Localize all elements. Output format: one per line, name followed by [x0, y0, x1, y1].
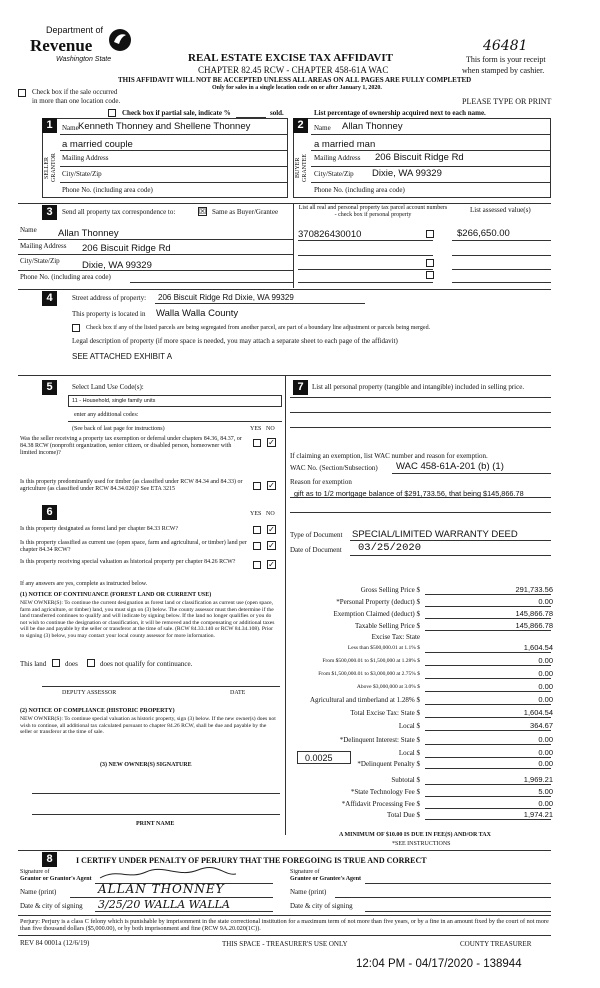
local-rate: 0.0025 — [305, 753, 333, 763]
s3-name-label: Name — [20, 226, 37, 234]
minimum-due-note: A MINIMUM OF $10.00 IS DUE IN FEE(S) AND/OR TAX — [339, 832, 491, 838]
parcel-3-personal-checkbox[interactable] — [426, 271, 434, 279]
grantor-signature-icon — [98, 866, 238, 882]
type-or-print: PLEASE TYPE OR PRINT — [462, 97, 552, 106]
section-2-number: 2 — [293, 118, 308, 133]
doc-date[interactable]: 03/25/2020 — [358, 542, 422, 554]
notice2-title: (2) NOTICE OF COMPLIANCE (HISTORIC PROPERTY) — [20, 708, 175, 714]
doc-type-label: Type of Document — [290, 531, 343, 539]
reason-label: Reason for exemption — [290, 478, 352, 486]
multi-location-checkbox[interactable] — [18, 89, 26, 97]
calc-label-16: *State Technology Fee $ — [350, 788, 420, 796]
calc-line-17 — [425, 808, 551, 809]
section-5-number: 5 — [42, 380, 57, 395]
grantee-sig-label-b: Grantee or Grantee's Agent — [290, 876, 362, 882]
calc-line-14 — [425, 768, 551, 769]
section-8-number: 8 — [42, 852, 57, 867]
buyer-phone-label: Phone No. (including area code) — [314, 186, 405, 194]
perjury-note: Perjury: Perjury is a class C felony which is punishable by imprisonment in the state correctional institution for a maximum term of not more than five years, or by a fine in an amount fixed by the court of not more than five thousand dollars ($5,000.00), or by both imprisonment and fine (RCW 9A.20.020(1C)). — [20, 918, 549, 933]
grantee-print-label: Name (print) — [290, 888, 327, 896]
s6-question-3: Is this property receiving special valuation as historical property per chapter 84.26 RCW? — [20, 559, 236, 565]
calc-value-11[interactable]: 364.67 — [530, 721, 553, 730]
buyer-status[interactable]: a married man — [314, 139, 376, 150]
calc-value-3[interactable]: 145,866.78 — [515, 621, 553, 630]
s5-q2-yes[interactable] — [253, 482, 261, 490]
s5-yes-header: YES — [250, 426, 262, 432]
revenue-logo — [18, 22, 133, 72]
treasurer-use-only: THIS SPACE - TREASURER'S USE ONLY — [222, 940, 348, 948]
legal-description[interactable]: SEE ATTACHED EXHIBIT A — [72, 352, 173, 361]
segregated-label: Check box if any of the listed parcels are being segregated from another parcel, are part of a boundary line adjustment or parcels being merged. — [86, 325, 431, 331]
seller-city-label: City/State/Zip — [62, 170, 102, 178]
s5-q2-no[interactable]: ✓ — [268, 481, 275, 490]
notice1-title: (1) NOTICE OF CONTINUANCE (FOREST LAND OR CURRENT USE) — [20, 592, 212, 598]
calc-line-11 — [425, 730, 551, 731]
legal-label: Legal description of property (if more space is needed, you may attach a separate sheet to each page of the affidavit) — [72, 337, 398, 345]
calc-label-11: Local $ — [398, 722, 420, 730]
calc-label-12: *Delinquent Interest: State $ — [339, 736, 420, 744]
seller-name[interactable]: Kenneth Thonney and Shellene Thonney — [78, 121, 251, 132]
land-use-code: 11 - Household, single family units — [72, 398, 156, 404]
new-owner-signature-label: (3) NEW OWNER(S) SIGNATURE — [100, 762, 192, 768]
s6-q3-yes[interactable] — [253, 561, 261, 569]
grantor-sig-label-b: Grantor or Grantor's Agent — [20, 876, 92, 882]
seller-side-label: SELLER GRANTOR — [44, 153, 57, 183]
calc-value-0[interactable]: 291,733.56 — [515, 585, 553, 594]
see-instructions-note: *SEE INSTRUCTIONS — [392, 841, 451, 847]
calc-line-18 — [425, 819, 551, 820]
land-does-not-checkbox[interactable] — [87, 659, 95, 667]
assessed-header: List assessed value(s) — [470, 206, 531, 214]
section-1-number: 1 — [42, 118, 57, 133]
calc-value-7[interactable]: 0.00 — [538, 669, 553, 678]
same-as-buyer-checkbox[interactable]: ☒ — [199, 207, 207, 216]
wac-label: WAC No. (Section/Subsection) — [290, 464, 378, 472]
calc-line-13 — [425, 757, 551, 758]
receipt-note-1: This form is your receipt — [466, 55, 546, 64]
land-does-label: does — [65, 660, 78, 668]
calc-value-15[interactable]: 1,969.21 — [523, 775, 553, 784]
s5-question-2: Is this property predominantly used for timber (as classified under RCW 84.34 and 84.33) or agriculture (as classified under RCW 84.34.020)? See ETA 3215 — [20, 479, 243, 492]
calc-value-9[interactable]: 0.00 — [538, 695, 553, 704]
s6-if-yes: If any answers are yes, complete as instructed below. — [20, 581, 148, 587]
see-back-note: (See back of last page for instructions) — [72, 426, 165, 432]
buyer-name-label: Name — [314, 124, 331, 132]
calc-line-5 — [425, 652, 551, 653]
personal-property-label: List all personal property (tangible and intangible) included in selling price. — [312, 383, 525, 391]
grantor-date-city[interactable]: 3/25/20 WALLA WALLA — [98, 898, 230, 911]
assessor-date-label: DATE — [230, 690, 246, 696]
grantee-sig-label-a: Signature of — [290, 869, 320, 875]
calc-label-0: Gross Selling Price $ — [360, 586, 420, 594]
s3-city-label: City/State/Zip — [20, 257, 60, 265]
grantor-print-name[interactable]: ALLAN THONNEY — [98, 882, 225, 896]
assessed-value[interactable]: $266,650.00 — [457, 228, 510, 239]
partial-sale-checkbox[interactable] — [108, 109, 116, 117]
section-6-number: 6 — [42, 505, 57, 520]
calc-label-6: From $500,000.01 to $1,500,000 at 1.28% $ — [322, 658, 420, 664]
located-label: This property is located in — [72, 310, 146, 318]
receipt-note-2: when stamped by cashier. — [462, 66, 545, 75]
calc-label-9: Agricultural and timberland at 1.28% $ — [309, 696, 420, 704]
handwritten-number: 46481 — [483, 38, 528, 54]
same-as-buyer-label: Same as Buyer/Grantee — [212, 208, 279, 216]
calc-label-13: Local $ — [398, 749, 420, 757]
calc-label-4: Excise Tax: State — [371, 633, 420, 641]
wac-intro: If claiming an exemption, list WAC number and reason for exemption. — [290, 452, 488, 460]
notice1-body: NEW OWNER(S): To continue the current designation as forest land or classification as current use (open space, farm and agriculture, or timber) land, you must sign on (3) below. The county assessor must then determine if the land transferred continues to qualify and will indicate by signing below. If the land no longer qualifies or you do not wish to continue the designation or classification, it will be removed and the compensating or additional taxes will be due and payable by the seller or transferor at the time of sale. (RCW 84.33.140 or RCW 84.34.108). Prior to signing (3) below, you may contact your local county assessor for more information. — [20, 600, 275, 639]
calc-label-3: Taxable Selling Price $ — [354, 622, 420, 630]
form-warning: THIS AFFIDAVIT WILL NOT BE ACCEPTED UNLESS ALL AREAS ON ALL PAGES ARE FULLY COMPLETED — [118, 76, 472, 84]
street-label: Street address of property: — [72, 294, 147, 302]
calc-value-10[interactable]: 1,604.54 — [523, 708, 553, 717]
buyer-mailing-label: Mailing Address — [314, 154, 361, 162]
section-4-number: 4 — [42, 291, 57, 306]
additional-codes-label: enter any additional codes: — [74, 412, 139, 418]
form-title: REAL ESTATE EXCISE TAX AFFIDAVIT — [188, 52, 393, 64]
s6-q1-yes[interactable] — [253, 526, 261, 534]
segregated-checkbox[interactable] — [72, 324, 80, 332]
buyer-name[interactable]: Allan Thonney — [342, 121, 403, 132]
notice2-body: NEW OWNER(S): To continue special valuation as historic property, sign (3) below. If the new owner(s) does not wish to continue, all additional tax calculated pursuant to chapter 84.26 RCW, shall be due and payable by the seller or transferor at the time of sale. — [20, 716, 276, 736]
logo-dept-line: Department of — [46, 25, 104, 35]
wa-seal-icon — [108, 28, 132, 52]
wac-number[interactable]: WAC 458-61A-201 (b) (1) — [396, 461, 504, 472]
buyer-mailing[interactable]: 206 Biscuit Ridge Rd — [375, 152, 464, 163]
seller-phone-label: Phone No. (including area code) — [62, 186, 153, 194]
calc-line-9 — [425, 704, 551, 705]
calc-value-17[interactable]: 0.00 — [538, 799, 553, 808]
calc-label-8: Above $3,000,000 at 3.0% $ — [356, 684, 420, 690]
parcel-1-personal-checkbox[interactable] — [426, 230, 434, 238]
calc-label-5: Less than $500,000.01 at 1.1% $ — [347, 645, 420, 651]
seller-status[interactable]: a married couple — [62, 139, 133, 150]
deputy-assessor-label: DEPUTY ASSESSOR — [62, 690, 117, 696]
calc-value-8[interactable]: 0.00 — [538, 682, 553, 691]
grantor-sig-label-a: Signature of — [20, 869, 50, 875]
located-county[interactable]: Walla Walla County — [156, 308, 239, 319]
calc-line-10 — [425, 717, 551, 718]
street-address[interactable]: 206 Biscuit Ridge Rd Dixie, WA 99329 — [158, 293, 294, 302]
send-correspondence-label: Send all property tax correspondence to: — [62, 208, 176, 216]
calc-line-6 — [425, 665, 551, 666]
calc-value-18[interactable]: 1,974.21 — [523, 810, 553, 819]
grantor-print-label: Name (print) — [20, 888, 57, 896]
county-treasurer: COUNTY TREASURER — [460, 940, 532, 948]
calc-value-6[interactable]: 0.00 — [538, 656, 553, 665]
calc-value-13[interactable]: 0.00 — [538, 748, 553, 757]
partial-sale-sold: sold. — [270, 109, 284, 117]
calc-line-12 — [425, 744, 551, 745]
s5-question-1: Was the seller receiving a property tax exemption or deferral under chapters 84.36, 84.37, or 84.38 RCW (nonprofit organization, senior citizen, or disabled person, homeowner with limited income)? — [20, 436, 242, 456]
section-7-number: 7 — [293, 380, 308, 395]
buyer-city-label: City/State/Zip — [314, 170, 354, 178]
calc-label-18: Total Due $ — [387, 811, 420, 819]
form-revision: REV 84 0001a (12/6/19) — [20, 939, 90, 947]
doc-type[interactable]: SPECIAL/LIMITED WARRANTY DEED — [352, 529, 518, 540]
parcel-2-personal-checkbox[interactable] — [426, 259, 434, 267]
certify-statement: I CERTIFY UNDER PENALTY OF PERJURY THAT THE FOREGOING IS TRUE AND CORRECT — [76, 856, 427, 865]
s3-mailing[interactable]: 206 Biscuit Ridge Rd — [82, 243, 171, 254]
s6-q3-no[interactable]: ✓ — [268, 560, 275, 569]
s6-q2-no[interactable]: ✓ — [268, 541, 275, 550]
buyer-side-label: BUYER GRANTEE — [295, 154, 308, 182]
calc-label-17: *Affidavit Processing Fee $ — [341, 800, 420, 808]
multi-location-line1: Check box if the sale occurred — [32, 88, 118, 96]
seller-mailing-label: Mailing Address — [62, 154, 109, 162]
s3-phone-label: Phone No. (including area code) — [20, 273, 111, 281]
grantee-date-label: Date & city of signing — [290, 902, 353, 910]
partial-sale-label: Check box if partial sale, indicate % — [122, 109, 231, 117]
this-land-label: This land — [20, 660, 47, 668]
s5-q1-yes[interactable] — [253, 439, 261, 447]
calc-label-1: *Personal Property (deduct) $ — [336, 598, 420, 606]
calc-label-15: Subtotal $ — [391, 776, 420, 784]
reason-text[interactable]: gift as to 1/2 mortgage balance of $291,733.56, that being $145,866.78 — [294, 489, 524, 498]
s3-name[interactable]: Allan Thonney — [58, 228, 119, 239]
calc-label-14: *Delinquent Penalty $ — [357, 760, 420, 768]
ownership-note: List percentage of ownership acquired next to each name. — [314, 109, 486, 117]
calc-line-1 — [425, 606, 551, 607]
logo-dept-name: Revenue — [30, 36, 93, 55]
buyer-city[interactable]: Dixie, WA 99329 — [372, 168, 442, 179]
calc-label-10: Total Excise Tax: State $ — [350, 709, 420, 717]
s6-yes-header: YES — [250, 511, 262, 517]
calc-label-7: From $1,500,000.01 to $3,000,000 at 2.75% $ — [318, 671, 420, 677]
calc-line-16 — [425, 796, 551, 797]
s6-q1-no[interactable]: ✓ — [268, 525, 275, 534]
calc-value-16[interactable]: 5.00 — [538, 787, 553, 796]
seller-name-label: Name — [62, 124, 79, 132]
parcel-header: List all real and personal property tax parcel account numbers - check box if personal property — [298, 205, 448, 218]
s3-city[interactable]: Dixie, WA 99329 — [82, 260, 152, 271]
s5-q1-no[interactable]: ✓ — [268, 438, 275, 447]
multi-location-line2: in more than one location code. — [32, 97, 121, 105]
calc-line-3 — [425, 630, 551, 631]
calc-value-12[interactable]: 0.00 — [538, 735, 553, 744]
section-3-number: 3 — [42, 205, 57, 220]
calc-line-0 — [425, 594, 551, 595]
calc-line-2 — [425, 618, 551, 619]
calc-value-14[interactable]: 0.00 — [538, 759, 553, 768]
s6-question-2: Is this property classified as current use (open space, farm and agricultural, or timber) land per chapter 84.34 RCW? — [20, 540, 247, 553]
calc-line-8 — [425, 691, 551, 692]
calc-line-15 — [425, 784, 551, 785]
parcel-number[interactable]: 370826430010 — [298, 229, 362, 240]
calc-value-2[interactable]: 145,866.78 — [515, 609, 553, 618]
s6-question-1: Is this property designated as forest land per chapter 84.33 RCW? — [20, 526, 179, 532]
calc-label-2: Exemption Claimed (deduct) $ — [333, 610, 420, 618]
s6-q2-yes[interactable] — [253, 542, 261, 550]
calc-value-1[interactable]: 0.00 — [538, 597, 553, 606]
receipt-stamp: 12:04 PM - 04/17/2020 - 138944 — [356, 958, 522, 970]
calc-line-7 — [425, 678, 551, 679]
s6-no-header: NO — [266, 511, 275, 517]
land-does-not-label: does not qualify for continuance. — [100, 660, 193, 668]
logo-state: Washington State — [56, 56, 112, 63]
doc-date-label: Date of Document — [290, 546, 342, 554]
only-for-sales: Only for sales in a single location code on or after January 1, 2020. — [212, 85, 382, 91]
form-chapter: CHAPTER 82.45 RCW - CHAPTER 458-61A WAC — [198, 65, 389, 75]
s3-mailing-label: Mailing Address — [20, 242, 67, 250]
calc-value-5[interactable]: 1,604.54 — [523, 643, 553, 652]
grantor-date-label: Date & city of signing — [20, 902, 83, 910]
print-name-label: PRINT NAME — [136, 821, 175, 827]
s5-no-header: NO — [266, 426, 275, 432]
land-use-label: Select Land Use Code(s): — [72, 383, 144, 391]
land-does-checkbox[interactable] — [52, 659, 60, 667]
